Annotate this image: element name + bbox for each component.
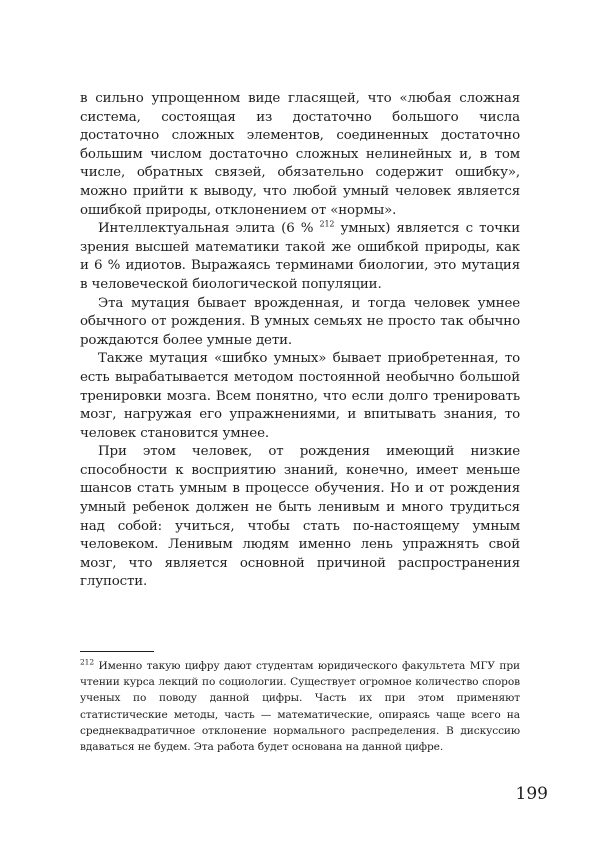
footnote-text: Именно такую цифру дают студентам юридического факультета МГУ при чтении курса лекций по социологии. Существует огромное количество споров ученых по поводу данной цифры. Часть их при этом применяют статистические методы, часть — математические, опираясь чаще всего на среднеквадратичное отклонение нормального распределения. В дискуссию вдаваться не будем. Эта работа будет основана на данной цифре.: [80, 660, 520, 754]
footnote-marker: 212: [80, 657, 95, 667]
paragraph-3-text: Эта мутация бывает врожденная, и тогда человек умнее обычного от рождения. В умных семьях не просто так обычно рождаются более умные дети.: [80, 295, 520, 348]
paragraph-2: [80, 220, 520, 294]
paragraph-1-text: в сильно упрощенном виде гласящей, что «любая сложная система, состоящая из достаточно большого числа достаточно сложных элементов, соединенных достаточно большим числом достаточно сложных нелинейных и, в том числе, обратных связей, обязательно содержит ошибку», можно прийти к выводу, что любой умный человек является ошибкой природы, отклонением от «нормы».: [80, 91, 520, 218]
paragraph-5: [80, 443, 520, 592]
paragraph-1: [80, 90, 520, 220]
footnote-separator: [80, 651, 154, 652]
main-text: [80, 90, 520, 592]
footnote: [80, 658, 520, 755]
paragraph-4-text: Также мутация «шибко умных» бывает приобретенная, то есть вырабатывается методом постоянной необычно большой тренировки мозга. Всем понятно, что если долго тренировать мозг, нагружая его упражнениями, и впитывать знания, то человек становится умнее.: [80, 351, 520, 441]
paragraph-4: [80, 350, 520, 443]
page-number: 199: [515, 784, 548, 804]
paragraph-3: [80, 295, 520, 351]
paragraph-2-text-before: Интеллектуальная элита (6 %: [98, 221, 314, 237]
paragraph-5-text: При этом человек, от рождения имеющий низкие способности к восприятию знаний, конечно, имеет меньше шансов стать умным в процессе обучения. Но и от рождения умный ребенок должен не быть ленивым и много трудиться над собой: учиться, чтобы стать по-настоящему умным человеком. Ленивым людям именно лень упражнять свой мозг, что является основной причиной распространения глупости.: [80, 444, 520, 590]
footnote-reference[interactable]: 212: [319, 219, 335, 229]
paragraph-2-text-after: умных) является с точки зрения высшей математики такой же ошибкой природы, как и 6 % идиотов. Выражаясь терминами биологии, это мутация в человеческой биологической популяции.: [80, 221, 520, 292]
